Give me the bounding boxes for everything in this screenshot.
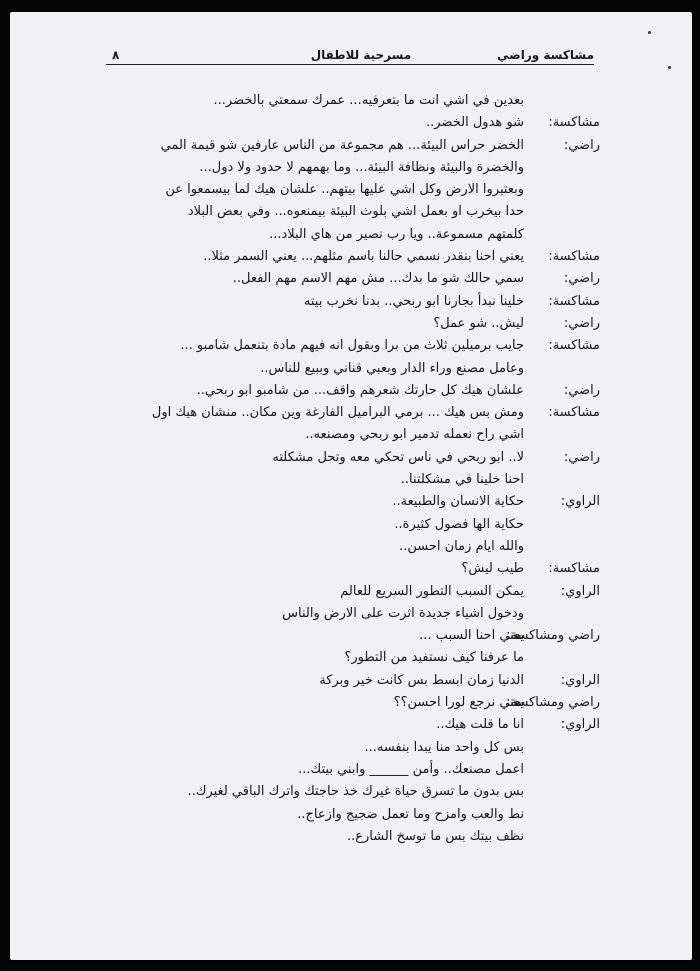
- dialogue-text: بس كل واحد منا يبدا بنفسه...: [364, 739, 524, 755]
- dialogue-text: بس بدون ما تسرق حياة غيرك خذ حاجتك واترك الباقي لغيرك..: [187, 784, 524, 800]
- dialogue-text: خلينا نبدأ بجارنا ابو ربحي.. بدنا نخرب بيته: [303, 293, 524, 309]
- dialogue-line: [150, 358, 600, 380]
- speaker-name: الراوي:: [560, 672, 600, 688]
- dialogue-line: [150, 759, 600, 781]
- dialogue-text: يعني نرجع لورا احسن؟؟: [393, 695, 524, 711]
- dialogue-line: [150, 647, 600, 669]
- dialogue-line: [150, 714, 600, 736]
- dialogue-text: جايب برميلين ثلاث من برا وبقول انه فيهم مادة بتنعمل شامبو ...: [180, 338, 524, 354]
- dialogue-text: نط والعب وامزح وما تعمل ضجيج وازعاج..: [297, 806, 524, 822]
- dialogue-line: [150, 625, 600, 647]
- dialogue-line: [150, 804, 600, 826]
- dialogue-line: [150, 826, 600, 848]
- speaker-name: مشاكسة:: [548, 249, 600, 265]
- dialogue-line: [150, 781, 600, 803]
- dialogue-line: [150, 692, 600, 714]
- speaker-name: مشاكسة:: [548, 405, 600, 421]
- dialogue-text: كلمتهم مسموعة.. ويا رب نصير من هاي البلاد...: [269, 226, 524, 242]
- header-rule: [106, 64, 594, 65]
- dialogue-line: [150, 157, 600, 179]
- dialogue-text: طيب ليش؟: [461, 561, 524, 577]
- dialogue-line: [150, 291, 600, 313]
- dialogue-line: [150, 268, 600, 290]
- speaker-name: راضي ومشاكسة:: [506, 695, 600, 711]
- page-header: [106, 50, 594, 70]
- dialogue-line: [150, 514, 600, 536]
- speck-top-right: [648, 31, 651, 34]
- dialogue-text: لا.. ابو ربحي في ناس تحكي معه وتحل مشكلته: [272, 449, 524, 465]
- dialogue-line: [150, 224, 600, 246]
- dialogue-text: احنا خلينا في مشكلتنا..: [400, 472, 524, 488]
- dialogue-text: علشان هيك كل حارتك شعرهم واقف... من شامبو ابو ربحي..: [196, 382, 524, 398]
- dialogue-line: [150, 90, 600, 112]
- dialogue-text: والله ايام زمان احسن..: [399, 538, 524, 554]
- dialogue-text: حكاية الانسان والطبيعة..: [392, 494, 524, 510]
- dialogue-text: انا ما قلت هيك..: [436, 717, 524, 733]
- speaker-name: مشاكسة:: [548, 561, 600, 577]
- dialogue-line: [150, 112, 600, 134]
- dialogue-line: [150, 558, 600, 580]
- speaker-name: راضي:: [563, 315, 600, 331]
- dialogue-text: ما عرفنا كيف نستفيد من التطور؟: [344, 650, 524, 666]
- dialogue-text: بعدين في اشي انت ما بتعرفيه... عمرك سمعتي بالخضر...: [213, 93, 524, 108]
- speaker-name: راضي:: [563, 137, 600, 153]
- dialogue-text: حكاية الها فصول كثيرة..: [394, 516, 524, 532]
- dialogue-line: [150, 737, 600, 759]
- speaker-name: الراوي:: [560, 494, 600, 510]
- speaker-name: الراوي:: [560, 583, 600, 599]
- dialogue-line: [150, 424, 600, 446]
- dialogue-text: وعامل مصنع وراء الدار وبعبي قناني وببيع للناس..: [260, 360, 524, 376]
- dialogue-text: اعمل مصنعك.. وأمن ______ وابني بيتك...: [298, 761, 524, 777]
- dialogue-body: [150, 90, 600, 848]
- dialogue-text: يمكن السبب التطور السريع للعالم: [340, 583, 524, 599]
- dialogue-line: [150, 581, 600, 603]
- speaker-name: راضي ومشاكسة:: [506, 628, 600, 644]
- speaker-name: راضي:: [563, 449, 600, 465]
- speaker-name: راضي:: [563, 382, 600, 398]
- dialogue-line: [150, 402, 600, 424]
- dialogue-text: الخضر حراس البيئة... هم مجموعة من الناس عارفين شو قيمة المي: [160, 137, 524, 153]
- dialogue-text: اشي راح نعمله تدمير ابو ربحي ومصنعه..: [305, 427, 524, 443]
- dialogue-text: يعني احنا بنقدر نسمي حالنا باسم مثلهم... يعني السمر مثلا..: [203, 249, 524, 265]
- dialogue-text: الدنيا زمان ابسط بس كانت خير وبركة: [319, 672, 524, 688]
- dialogue-text: حدا بيخرب او بعمل اشي بلوث البيئة بيمنعوه... وفي بعض البلاد: [187, 204, 524, 220]
- dialogue-line: [150, 335, 600, 357]
- dialogue-line: [150, 201, 600, 223]
- dialogue-text: يعني احنا السبب ...: [419, 628, 524, 644]
- play-title: مشاكسة وراضي: [496, 48, 594, 62]
- speaker-name: راضي:: [563, 271, 600, 287]
- dialogue-line: [150, 670, 600, 692]
- dialogue-text: سمي حالك شو ما بدك... مش مهم الاسم مهم الفعل..: [232, 271, 524, 287]
- dialogue-line: [150, 380, 600, 402]
- dialogue-text: ليش.. شو عمل؟: [433, 315, 524, 331]
- dialogue-line: [150, 313, 600, 335]
- dialogue-line: [150, 491, 600, 513]
- speaker-name: الراوي:: [560, 717, 600, 733]
- dialogue-text: نظف بيتك بس ما توسخ الشارع..: [347, 828, 524, 844]
- dialogue-line: [150, 536, 600, 558]
- dialogue-line: [150, 135, 600, 157]
- speck-header-right: [668, 66, 671, 69]
- play-subtitle: مسرحية للاطفال: [310, 48, 412, 62]
- speaker-name: مشاكسة:: [548, 338, 600, 354]
- speaker-name: مشاكسة:: [548, 293, 600, 309]
- speaker-name: مشاكسة:: [548, 115, 600, 131]
- dialogue-text: ودخول اشياء جديدة اثرت على الارض والناس: [282, 605, 524, 621]
- dialogue-text: شو هدول الخضر..: [426, 115, 524, 131]
- dialogue-line: [150, 447, 600, 469]
- dialogue-line: [150, 246, 600, 268]
- dialogue-line: [150, 179, 600, 201]
- dialogue-text: والخضرة والبيئة ونظافة البيئة... وما بهمهم لا حدود ولا دول...: [199, 159, 524, 175]
- page-number: ٨: [112, 48, 120, 62]
- dialogue-line: [150, 603, 600, 625]
- dialogue-text: وبعتبروا الارض وكل اشي عليها بيتهم.. علشان هيك لما بيسمعوا عن: [165, 182, 524, 198]
- dialogue-line: [150, 469, 600, 491]
- dialogue-text: ومش بس هيك ... برمي البراميل الفارغة وين مكان.. منشان هيك اول: [151, 405, 524, 421]
